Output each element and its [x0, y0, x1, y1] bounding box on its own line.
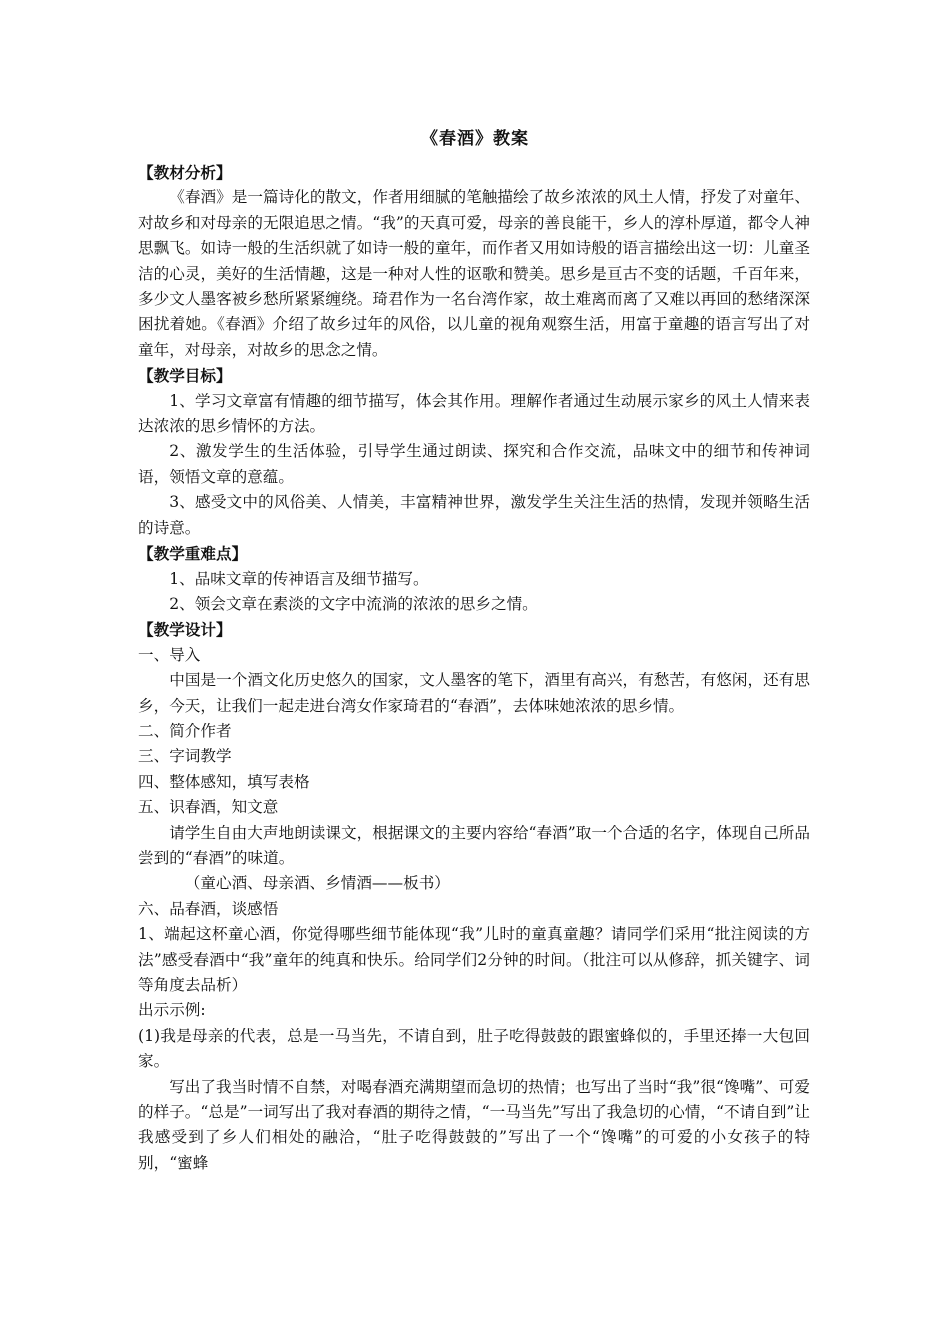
paragraph: 中国是一个酒文化历史悠久的国家，文人墨客的笔下，酒里有高兴，有愁苦，有悠闲，还有思乡，今天，让我们一起走进台湾女作家琦君的“春酒”，去体味她浓浓的思乡情。 [138, 671, 810, 715]
section-heading: 【教学重难点】 [138, 544, 248, 564]
paragraph: 三、字词教学 [138, 747, 232, 766]
paragraph: 请学生自由大声地朗读课文，根据课文的主要内容给“春酒”取一个合适的名字，体现自己所品尝到的“春酒”的味道。 [138, 823, 810, 867]
paragraph: 1、学习文章富有情趣的细节描写，体会其作用。理解作者通过生动展示家乡的风土人情来表达浓浓的思乡情怀的方法。 [138, 391, 810, 436]
paragraph: 四、整体感知，填写表格 [138, 772, 310, 791]
paragraph: 写出了我当时情不自禁，对喝春酒充满期望而急切的热情；也写出了当时“我”很“馋嘴”、可爱的样子。“总是”一词写出了我对春酒的期待之情，“一马当先”写出了我急切的心情，“不请自到”让我感受到了乡人们相处的融洽，“肚子吃得鼓鼓的”写出了一个“馋嘴”的可爱的小女孩子的特别，“蜜蜂 [138, 1077, 810, 1172]
paragraph: 《春酒》是一篇诗化的散文，作者用细腻的笔触描绘了故乡浓浓的风土人情，抒发了对童年、对故乡和对母亲的无限追思之情。“我”的天真可爱，母亲的善良能干，乡人的淳朴厚道，都令人神思飘飞。如诗一般的生活织就了如诗一般的童年，而作者又用如诗般的语言描绘出这一切：儿童圣洁的心灵，美好的生活情趣，这是一种对人性的讴歌和赞美。思乡是亘古不变的话题，千百年来，多少文人墨客被乡愁所紧紧缠绕。琦君作为一名台湾作家，故土难离而离了又难以再回的愁绪深深困扰着她。《春酒》介绍了故乡过年的风俗，以儿童的视角观察生活，用富于童趣的语言写出了对童年，对母亲，对故乡的思念之情。 [138, 188, 810, 359]
document-body [138, 160, 810, 1176]
paragraph: 1、端起这杯童心酒，你觉得哪些细节能体现“我”儿时的童真童趣？请同学们采用“批注阅读的方法”感受春酒中“我”童年的纯真和快乐。给同学们2分钟的时间。（批注可以从修辞，抓关键字、词等角度去品析） [138, 925, 810, 994]
section-heading: 【教学设计】 [138, 620, 232, 640]
paragraph: 1、品味文章的传神语言及细节描写。 [169, 569, 429, 588]
document-title: 《春酒》教案 [421, 129, 529, 149]
paragraph: 六、品春酒，谈感悟 [138, 899, 279, 918]
paragraph: 2、领会文章在素淡的文字中流淌的浓浓的思乡之情。 [169, 594, 538, 613]
section-heading: 【教学目标】 [138, 366, 232, 386]
paragraph: 一、导入 [138, 645, 201, 664]
paragraph: (1)我是母亲的代表，总是一马当先，不请自到，肚子吃得鼓鼓的跟蜜蜂似的，手里还捧一大包回家。 [138, 1026, 810, 1071]
paragraph: 3、感受文中的风俗美、人情美，丰富精神世界，激发学生关注生活的热情，发现并领略生活的诗意。 [138, 493, 810, 537]
paragraph: 二、简介作者 [138, 721, 232, 740]
section-heading: 【教材分析】 [138, 163, 232, 182]
paragraph: 五、识春酒，知文意 [138, 798, 279, 817]
paragraph: 2、激发学生的生活体验，引导学生通过朗读、探究和合作交流，品味文中的细节和传神词语，领悟文章的意蕴。 [138, 442, 810, 486]
paragraph: （童心酒、母亲酒、乡情酒——板书） [184, 874, 450, 893]
paragraph: 出示示例: [138, 1001, 206, 1020]
